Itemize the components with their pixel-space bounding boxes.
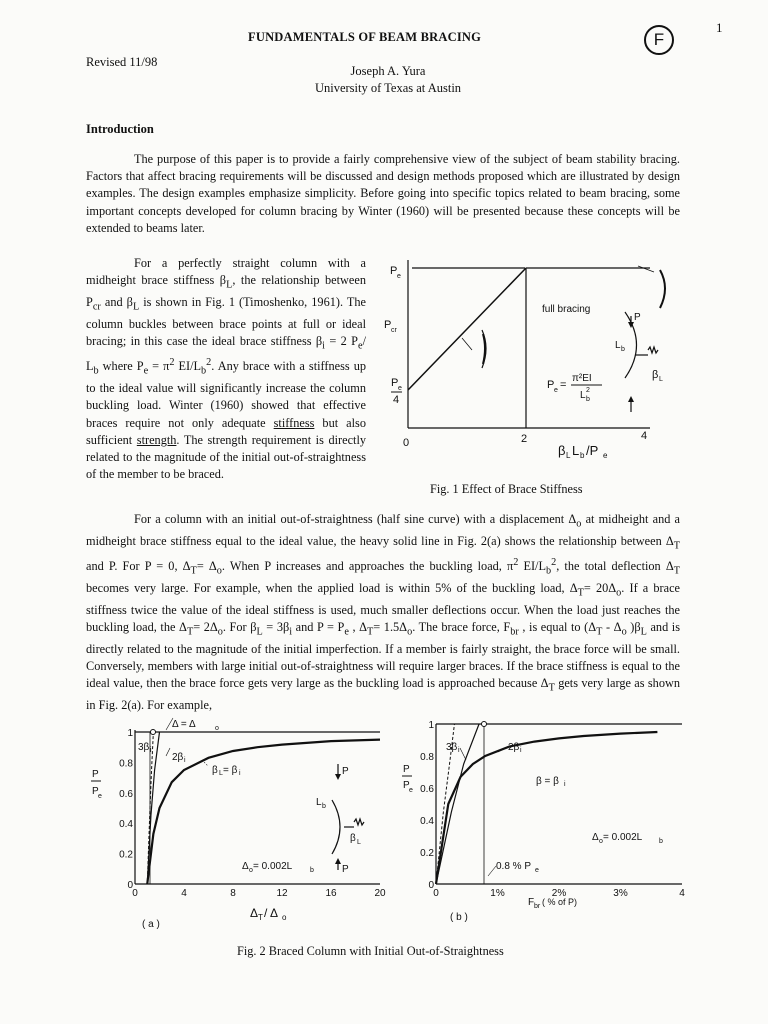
- fig2b-x-tick-label: 0: [433, 888, 439, 899]
- svg-text:L: L: [615, 340, 621, 351]
- fig2b-x-tick-label: 4: [679, 888, 685, 899]
- figure-2a-deflection-chart: [80, 712, 400, 937]
- svg-text:b: b: [322, 803, 326, 810]
- fig2a-y-tick-label: 0.6: [119, 788, 133, 800]
- fig2a-label-2b: 2β: [172, 752, 184, 763]
- svg-text:e: e: [397, 273, 401, 280]
- intro-paragraph: The purpose of this paper is to provide a fairly comprehensive view of the subject of beam stability bracing. Factors that affect bracing requirements will be discussed and design methods proposed which are illustrated by design examples. The design examples emphasize simplicity. Before going into specific topics related to beam bracing, some important concepts developed for column bracing by Winter (1960) will be presented because these concepts will be extended to beams later.: [86, 152, 680, 235]
- svg-text:L: L: [572, 443, 580, 458]
- svg-text:L: L: [357, 839, 361, 846]
- fig2a-x-tick-label: 16: [325, 888, 337, 899]
- fig1-x-tick-0: 0: [403, 437, 410, 449]
- svg-text:i: i: [564, 781, 566, 788]
- figure-2-caption: Fig. 2 Braced Column with Initial Out-of-Straightness: [237, 944, 504, 958]
- svg-text:=: =: [560, 379, 567, 391]
- svg-text:e: e: [409, 787, 413, 794]
- svg-text:= 0.002L: = 0.002L: [253, 861, 293, 872]
- fig2a-y-tick-label: 1: [127, 728, 133, 739]
- fig2a-y-tick-label: 0: [127, 880, 133, 891]
- section-heading: Introduction: [86, 122, 154, 136]
- svg-text:i: i: [520, 747, 522, 754]
- svg-text:L: L: [219, 770, 223, 777]
- svg-text:P: P: [342, 864, 349, 875]
- svg-text:4: 4: [393, 394, 400, 406]
- svg-text:i: i: [150, 747, 152, 754]
- fig2a-x-tick-label: 0: [132, 888, 138, 899]
- svg-text:L: L: [659, 376, 663, 383]
- fig2a-y-tick-label: 0.8: [119, 758, 133, 770]
- fig1-x-tick-4: 4: [641, 430, 648, 442]
- svg-text:e: e: [554, 387, 558, 394]
- svg-text:/ Δ: / Δ: [264, 906, 279, 920]
- svg-text:P: P: [92, 786, 99, 797]
- fig2b-series-line-0: [436, 732, 657, 884]
- author-block: [0, 63, 768, 97]
- fig2a-x-tick-label: 4: [181, 888, 187, 899]
- revision-date: Revised 11/98: [86, 55, 158, 69]
- fig1-y-label-pcr: P: [384, 319, 392, 331]
- fig2b-y-tick-label: 0.6: [420, 784, 434, 795]
- svg-text:b: b: [621, 346, 625, 353]
- svg-text:β: β: [652, 369, 659, 381]
- fig1-full-bracing-label: full bracing: [542, 304, 591, 315]
- svg-text:/P: /P: [586, 443, 599, 458]
- svg-text:L: L: [566, 451, 571, 460]
- svg-text:i: i: [458, 747, 460, 754]
- fig1-y-label-pe: P: [390, 265, 398, 277]
- fig2b-y-tick-label: 0.4: [420, 816, 434, 827]
- fig2a-panel-label: ( a ): [142, 919, 160, 930]
- fig2b-y-tick-label: 0.8: [420, 752, 434, 763]
- fig2b-label-3b: 3β: [446, 742, 458, 753]
- svg-text:i: i: [184, 757, 186, 764]
- svg-text:br: br: [534, 903, 541, 910]
- svg-text:L: L: [316, 797, 322, 808]
- svg-text:e: e: [398, 385, 402, 392]
- svg-text:e: e: [535, 867, 539, 874]
- svg-text:P: P: [342, 766, 349, 777]
- svg-text:T: T: [258, 913, 263, 922]
- svg-text:o: o: [215, 725, 219, 732]
- svg-text:o: o: [282, 913, 287, 922]
- svg-text:= 0.002L: = 0.002L: [603, 832, 643, 843]
- svg-text:b: b: [310, 867, 314, 874]
- fig2b-label-b: β = β: [536, 776, 559, 787]
- fig2a-label-bl: β: [212, 765, 218, 776]
- svg-text:e: e: [98, 793, 102, 800]
- fig1-x-label: β: [558, 443, 566, 458]
- fig2b-x-tick-label: 2%: [551, 888, 567, 899]
- fig2b-y-tick-label: 0.2: [420, 848, 434, 859]
- svg-text:b: b: [586, 396, 590, 403]
- author-affiliation: University of Texas at Austin: [314, 81, 462, 95]
- figure-2b-brace-force-chart: [400, 712, 700, 937]
- svg-text:= β: = β: [223, 765, 238, 776]
- svg-text:P: P: [403, 780, 410, 791]
- fig2b-y-tick-label: 1: [428, 720, 434, 731]
- fig1-y-label-pe4: P: [391, 377, 399, 389]
- svg-text:P: P: [634, 312, 641, 323]
- column-bracing-paragraph: For a perfectly straight column with a midheight brace stiffness $\beta_L$, the relationship between $P_{cr}$ and $\beta_L$ is shown in Fig. 1 (Timoshenko, 1961). The column buckles between brace points at full or ideal bracing; in this case the ideal brace stiffness $\beta_i = 2$ $P_e/$ $L_b$ where $P_e = \pi^2$ $EI/L_b^2$. Any brace with a stiffness up to the ideal value will significantly increase the column buckling load. Winter (1960) showed that effective braces require not only adequate stiffness but also sufficient strength. The strength requirement is directly related to the magnitude of the initial out-of-straightness of the member to be braced.: [86, 256, 367, 482]
- fig2a-label-delta: Δ = Δ: [172, 719, 196, 730]
- out-of-straightness-paragraph: For a column with an initial out-of-straightness (half sine curve) with a displacement $\Delta_o$ at midheight and a midheight brace stiffness equal to the ideal value, the heavy solid line in Fig. 2(a) shows the relationship between $\Delta_T$ and P. For P = 0, $\Delta_T= \Delta_o$. When P increases and approaches the buckling load, $\pi^2$ $EI/L_b^2$, the total deflection $\Delta_T$ becomes very large. For example, when the applied load is within 5% of the buckling load, $\Delta_T= 20\Delta_o$. If a brace stiffness twice the value of the ideal stiffness is used, much smaller deflections occur. When the load just reaches the buckling load, the $\Delta_T= 2\Delta_o$. For $\beta_L = 3\beta_i$ and $P = P_e$ , $\Delta_T= 1.5\Delta_o$. The brace force, $F_{br}$ , is equal to ($\Delta_T - \Delta_o$ )$\beta_L$ and is directly related to the magnitude of the initial imperfection. If a member is fairly straight, the brace force will be small. Conversely, members with large initial out-of-straightness will require larger braces. If the brace stiffness is equal to the ideal value, then the brace force gets very large as the buckling load is approached because $\Delta_T$ gets very large as shown in Fig. 2(a). For example,: [86, 512, 681, 712]
- fig2b-label-pct: 0.8 % P: [496, 861, 532, 872]
- fig2b-x-tick-label: 3%: [613, 888, 628, 899]
- fig1-formula: P: [547, 379, 555, 391]
- svg-text:L: L: [580, 390, 586, 401]
- fig2b-x-tick-label: 1%: [490, 888, 505, 899]
- svg-text:b: b: [659, 838, 663, 845]
- svg-text:i: i: [239, 770, 241, 777]
- figure-1-caption: Fig. 1 Effect of Brace Stiffness: [430, 482, 583, 496]
- fig2b-y-tick-label: 0: [428, 880, 434, 891]
- svg-text:π²EI: π²EI: [572, 373, 592, 384]
- svg-text:( % of P): ( % of P): [542, 897, 578, 907]
- fig2b-y-label: P: [403, 764, 410, 775]
- svg-text:b: b: [580, 451, 585, 460]
- fig2a-x-label: Δ: [250, 906, 259, 920]
- svg-text:2: 2: [586, 387, 590, 394]
- svg-text:β: β: [350, 833, 356, 844]
- fig2a-x-tick-label: 20: [374, 888, 386, 899]
- author-name: Joseph A. Yura: [350, 64, 426, 78]
- page-number: 1: [716, 20, 723, 35]
- svg-text:e: e: [603, 451, 608, 460]
- fig2a-x-tick-label: 8: [230, 888, 236, 899]
- svg-text:cr: cr: [391, 327, 397, 334]
- figure-1-brace-stiffness: [380, 250, 680, 466]
- fig2b-label-d0: Δ: [592, 832, 599, 843]
- fig2a-y-tick-label: 0.4: [119, 819, 133, 831]
- f-logo-icon: F: [644, 25, 674, 55]
- fig2a-label-3b: 3β: [138, 742, 150, 753]
- fig2a-label-d0: Δ: [242, 861, 249, 872]
- document-title: FUNDAMENTALS OF BEAM BRACING: [248, 30, 482, 44]
- fig1-x-tick-2: 2: [521, 433, 528, 445]
- svg-text:o: o: [599, 838, 603, 845]
- fig2a-x-tick-label: 12: [276, 888, 288, 899]
- fig2b-x-label: F: [528, 897, 535, 908]
- fig2a-y-tick-label: 0.2: [119, 849, 133, 861]
- fig2b-panel-label: ( b ): [450, 912, 468, 923]
- svg-text:o: o: [249, 867, 253, 874]
- fig2b-label-2b: 2β: [508, 742, 520, 753]
- fig2a-y-label: P: [92, 769, 99, 780]
